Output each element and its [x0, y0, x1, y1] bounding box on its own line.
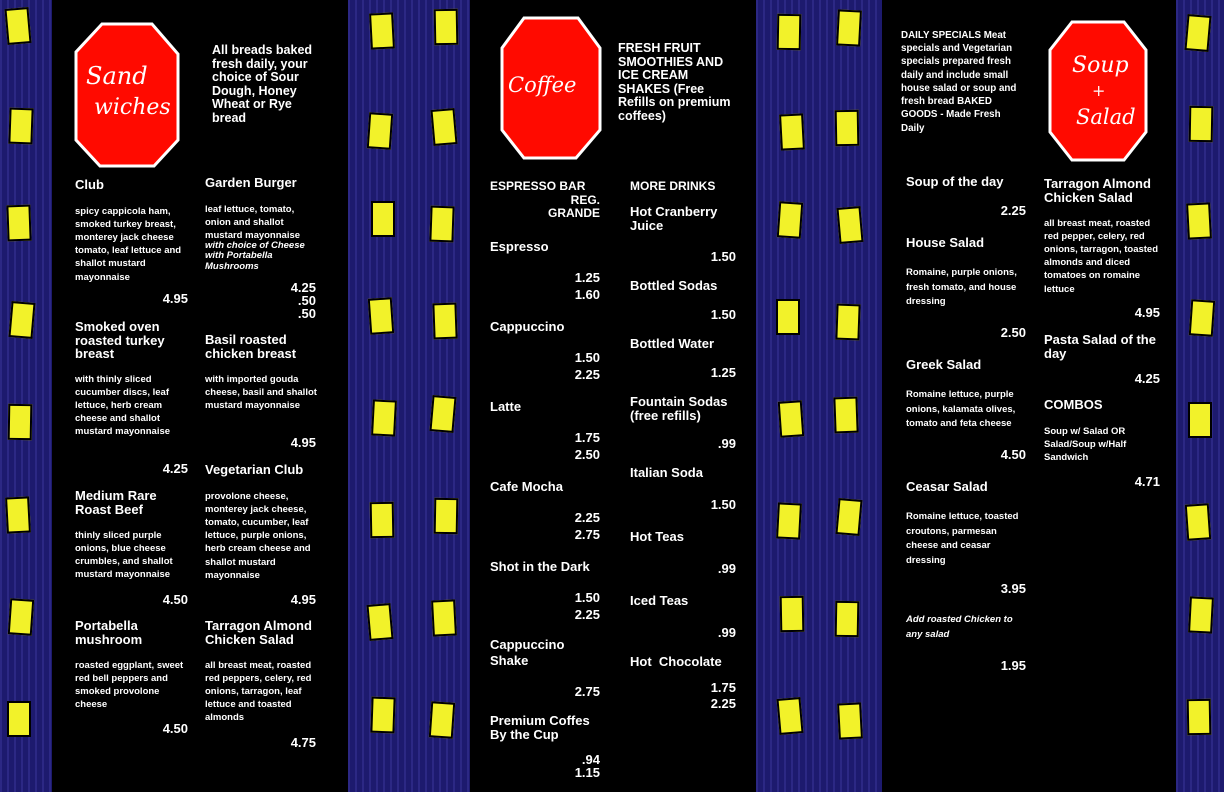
- menu-item-price: .50: [297, 293, 316, 308]
- sandwiches-badge: [72, 20, 182, 170]
- menu-item-desc: provolone cheese, monterey jack cheese, tomato, cucumber, leaf lettuce, purple onions, herb cream cheese and shallot mustard mayonnaise: [205, 491, 311, 581]
- menu-item-note: with choice of Cheese with Portabella Mushrooms: [205, 240, 305, 272]
- menu-item-price: 2.25: [710, 696, 736, 711]
- menu-item-name: Smoked oven roasted turkey breast: [75, 319, 165, 362]
- menu-item-desc: all breast meat, roasted red peppers, celery, red onions, tarragon, leaf lettuce and toasted almonds: [205, 660, 312, 724]
- window-tile: [6, 205, 31, 242]
- menu-item-price: 4.50: [162, 721, 188, 736]
- menu-item-name: Cafe Mocha: [490, 479, 563, 494]
- window-tile: [780, 596, 805, 632]
- window-tile: [1186, 202, 1212, 239]
- menu-item-price: .94: [581, 752, 600, 767]
- window-tile: [5, 496, 31, 533]
- window-tile: [371, 399, 397, 436]
- menu-item-price: 4.25: [162, 461, 188, 476]
- window-tile: [8, 108, 33, 145]
- window-tile: [366, 603, 393, 641]
- window-tile: [836, 9, 862, 46]
- menu-item-price: 1.50: [710, 249, 736, 264]
- menu-item-price: 1.60: [574, 287, 600, 302]
- menu-item-name: Tarragon Almond Chicken Salad: [205, 618, 312, 647]
- menu-item-name: Latte: [490, 399, 522, 414]
- menu-item-name: Hot Chocolate: [630, 654, 722, 669]
- menu-item-desc: roasted eggplant, sweet red bell peppers and smoked provolone cheese: [75, 660, 184, 711]
- window-tile: [1188, 402, 1212, 438]
- menu-item-desc: thinly sliced purple onions, blue cheese crumbles, and shallot mustard mayonnaise: [75, 530, 173, 581]
- menu-item-price: 3.95: [1000, 581, 1026, 596]
- menu-item-name: Portabella mushroom: [75, 618, 143, 647]
- menu-item-price: 1.50: [574, 350, 600, 365]
- menu-item-price: .50: [297, 306, 316, 321]
- window-tile: [836, 206, 863, 244]
- menu-item-name: Hot Teas: [630, 529, 684, 544]
- window-tile: [835, 498, 862, 536]
- menu-item-price: 1.75: [574, 430, 600, 445]
- window-tile: [776, 697, 803, 735]
- coffee-badge: [498, 14, 604, 162]
- menu-item-name: Espresso: [490, 239, 549, 254]
- menu-item-name: Bottled Sodas: [630, 278, 718, 293]
- menu-item-price: 2.25: [574, 510, 600, 525]
- menu-item-name: Ceasar Salad: [906, 479, 988, 494]
- window-tile: [1189, 299, 1215, 337]
- menu-item-desc: leaf lettuce, tomato, onion and shallot mustard mayonnaise: [205, 204, 301, 242]
- window-tile: [370, 502, 395, 538]
- window-tile: [8, 598, 34, 636]
- menu-item-price: 1.95: [1000, 658, 1026, 673]
- window-tile: [429, 206, 454, 243]
- badge-text: +: [1092, 81, 1106, 100]
- window-tile: [429, 701, 455, 739]
- window-tile: [4, 7, 31, 45]
- menu-item-price: 4.95: [1134, 305, 1160, 320]
- menu-item-desc: with imported gouda cheese, basil and shallot mustard mayonnaise: [205, 374, 317, 412]
- menu-item-price: 2.25: [574, 607, 600, 622]
- window-tile: [835, 110, 860, 146]
- window-tile: [8, 404, 33, 440]
- daily-specials-intro: DAILY SPECIALS Meat specials and Vegetarian specials prepared fresh daily and include small house salad or soup and fresh bread BAKED GOODS - Made Fresh Daily: [901, 30, 1017, 134]
- window-tile: [837, 702, 863, 739]
- badge-text: Salad: [1076, 105, 1136, 129]
- window-tile: [777, 201, 803, 239]
- badge-text: Soup: [1072, 53, 1129, 78]
- window-tile: [776, 299, 800, 335]
- window-tile: [429, 395, 456, 433]
- menu-item-name: Hot Cranberry Juice: [630, 204, 718, 233]
- menu-item-price: 4.25: [1134, 371, 1160, 386]
- menu-item-name: House Salad: [906, 235, 985, 250]
- menu-item-price: 4.50: [162, 592, 188, 607]
- menu-item-desc: Romaine lettuce, purple onions, kalamata olives, tomato and feta cheese: [906, 389, 1016, 430]
- menu-item-price: 1.50: [710, 307, 736, 322]
- menu-item-name: COMBOS: [1044, 397, 1103, 412]
- window-tile: [833, 397, 858, 434]
- menu-item-desc: Soup w/ Salad OR Salad/Soup w/Half Sandwich: [1044, 426, 1127, 464]
- menu-item-name: Iced Teas: [630, 593, 689, 608]
- window-tile: [1185, 503, 1211, 541]
- window-tile: [370, 697, 395, 734]
- badge-text: wiches: [94, 95, 171, 120]
- window-tile: [776, 502, 802, 539]
- window-tile: [7, 701, 31, 737]
- coffee-intro: FRESH FRUIT SMOOTHIES AND ICE CREAM SHAKES (Free Refills on premium coffees): [618, 41, 731, 123]
- menu-item-price: 2.50: [1000, 325, 1026, 340]
- menu-item-desc: spicy cappicola ham, smoked turkey breast, monterey jack cheese tomato, leaf lettuce and shallot mustard mayonnaise: [75, 206, 182, 283]
- window-tile: [1184, 14, 1211, 52]
- menu-item-name: Italian Soda: [630, 465, 703, 480]
- menu-item-price: 4.25: [290, 280, 316, 295]
- window-tile: [367, 112, 393, 150]
- menu-item-price: 4.75: [290, 735, 316, 750]
- menu-item-price: 1.75: [710, 680, 736, 695]
- menu-item-name: Premium Coffes By the Cup: [490, 713, 590, 742]
- menu-item-price: 2.75: [574, 684, 600, 699]
- size-header: REG. GRANDE: [547, 193, 600, 221]
- menu-item-price: 2.25: [1000, 203, 1026, 218]
- window-tile: [777, 14, 802, 50]
- menu-item-name: Shot in the Dark: [490, 559, 590, 574]
- menu-item-price: 2.50: [574, 447, 600, 462]
- menu-item-name: Basil roasted chicken breast: [205, 332, 297, 361]
- menu-item-price: 2.25: [574, 367, 600, 382]
- menu-item-desc: Romaine lettuce, toasted croutons, parmesan cheese and ceasar dressing: [906, 511, 1019, 567]
- window-tile: [835, 304, 860, 341]
- menu-item-name: Soup of the day: [906, 174, 1004, 189]
- window-tile: [434, 9, 459, 45]
- window-tile: [432, 303, 457, 340]
- window-tile: [368, 297, 394, 335]
- menu-item-price: 4.95: [290, 435, 316, 450]
- window-tile: [779, 113, 805, 150]
- menu-item-price: 1.15: [574, 765, 600, 780]
- menu-item-name: Garden Burger: [205, 175, 297, 190]
- menu-item-price: .99: [717, 625, 736, 640]
- badge-text: Coffee: [508, 73, 577, 97]
- window-tile: [371, 201, 395, 237]
- menu-item-price: 4.95: [290, 592, 316, 607]
- window-tile: [434, 498, 459, 534]
- menu-item-desc: with thinly sliced cucumber discs, leaf lettuce, herb cream cheese and shallot mustard mayonnaise: [75, 374, 171, 438]
- window-tile: [1188, 596, 1214, 633]
- menu-item-name: Club: [75, 177, 104, 192]
- menu-item-name: Bottled Water: [630, 336, 715, 351]
- menu-item-price: 4.50: [1000, 447, 1026, 462]
- menu-item-desc: all breast meat, roasted red pepper, celery, red onions, tarragon, toasted almonds and diced tomatoes on romaine lettuce: [1044, 218, 1159, 295]
- window-tile: [835, 601, 860, 637]
- menu-item-name: Greek Salad: [906, 357, 982, 372]
- window-tile: [369, 12, 395, 49]
- menu-item-name: Fountain Sodas (free refills): [630, 394, 728, 423]
- menu-item-name: Cappuccino Shake: [490, 637, 565, 668]
- espresso-bar-header: ESPRESSO BAR: [490, 179, 586, 193]
- menu-item-price: 1.25: [574, 270, 600, 285]
- menu-item-price: .99: [717, 561, 736, 576]
- menu-item-price: 1.50: [574, 590, 600, 605]
- menu-item-price: 1.25: [710, 365, 736, 380]
- menu-item-price: .99: [717, 436, 736, 451]
- menu-item-price: 4.95: [162, 291, 188, 306]
- menu-item-name: Medium Rare Roast Beef: [75, 488, 157, 517]
- menu-item-name: Vegetarian Club: [205, 462, 304, 477]
- sandwich-intro: All breads baked fresh daily, your choice of Sour Dough, Honey Wheat or Rye bread: [212, 43, 313, 125]
- menu-item-name: Cappuccino: [490, 319, 565, 334]
- window-tile: [430, 108, 457, 146]
- fold-strip-2: [756, 0, 882, 792]
- menu-item-desc: Romaine, purple onions, fresh tomato, and house dressing: [906, 267, 1017, 308]
- menu-item-name: Tarragon Almond Chicken Salad: [1044, 176, 1151, 205]
- window-tile: [1187, 699, 1212, 735]
- menu-item-price: 4.71: [1134, 474, 1160, 489]
- more-drinks-header: MORE DRINKS: [630, 179, 716, 193]
- window-tile: [431, 599, 457, 636]
- add-chicken-note: Add roasted Chicken to any salad: [906, 614, 1013, 641]
- menu-item-price: 1.50: [710, 497, 736, 512]
- menu-item-price: 2.75: [574, 527, 600, 542]
- menu-item-name: Pasta Salad of the day: [1044, 332, 1156, 361]
- badge-text: Sand: [86, 62, 148, 90]
- window-tile: [8, 301, 35, 339]
- window-tile: [1189, 106, 1214, 142]
- window-tile: [778, 400, 804, 438]
- soup-salad-badge: [1046, 18, 1150, 164]
